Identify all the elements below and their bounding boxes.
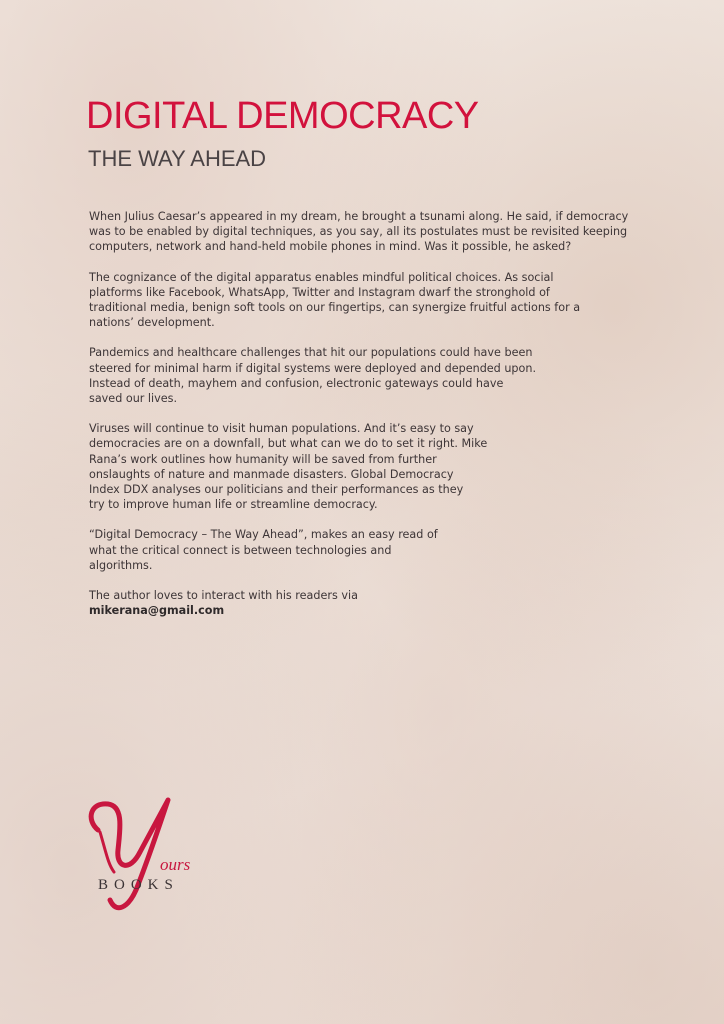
book-subtitle: THE WAY AHEAD [88,146,267,171]
blurb-paragraph [89,527,629,573]
contact-paragraph [89,588,629,618]
blurb-line: The cognizance of the digital apparatus enables mindful political choices. As social [89,270,554,284]
blurb-line: Instead of death, mayhem and confusion, electronic gateways could have [89,376,504,390]
blurb-line: Rana’s work outlines how humanity will be saved from further [89,452,437,466]
author-email: mikerana@gmail.com [89,604,225,618]
blurb-line: democracies are on a downfall, but what can we do to set it right. Mike [89,437,488,451]
blurb-line: saved our lives. [89,392,178,406]
blurb-line: “Digital Democracy – The Way Ahead”, makes an easy read of [89,528,438,542]
blurb-line: steered for minimal harm if digital systems were deployed and depended upon. [89,361,537,375]
blurb-line: Pandemics and healthcare challenges that hit our populations could have been [89,346,533,360]
blurb-line: traditional media, benign soft tools on our fingertips, can synergize fruitful actions for a [89,301,581,315]
book-title: DIGITAL DEMOCRACY [86,95,479,137]
blurb-line: what the critical connect is between technologies and [89,543,392,557]
blurb-line: Index DDX analyses our politicians and their performances as they [89,483,464,497]
blurb-paragraph [89,209,629,255]
blurb [89,209,629,633]
contact-text: The author loves to interact with his readers via [89,589,358,603]
blurb-paragraph [89,421,629,512]
logo-script-text: ours [160,855,191,874]
blurb-line: try to improve human life or streamline democracy. [89,498,378,512]
blurb-line: algorithms. [89,558,153,572]
logo-word: BOOKS [98,877,179,893]
blurb-line: platforms like Facebook, WhatsApp, Twitter and Instagram dwarf the stronghold of [89,285,550,299]
yours-books-logo [78,790,208,920]
blurb-line: Viruses will continue to visit human populations. And it’s easy to say [89,422,474,436]
blurb-line: nations’ development. [89,316,215,330]
blurb-paragraph [89,345,629,406]
blurb-line: computers, network and hand-held mobile phones in mind. Was it possible, he asked? [89,240,572,254]
blurb-line: was to be enabled by digital techniques, as you say, all its postulates must be revisited keeping [89,225,628,239]
blurb-paragraph [89,270,629,331]
blurb-line: When Julius Caesar’s appeared in my dream, he brought a tsunami along. He said, if democracy [89,210,629,223]
blurb-line: onslaughts of nature and manmade disasters. Global Democracy [89,467,454,481]
